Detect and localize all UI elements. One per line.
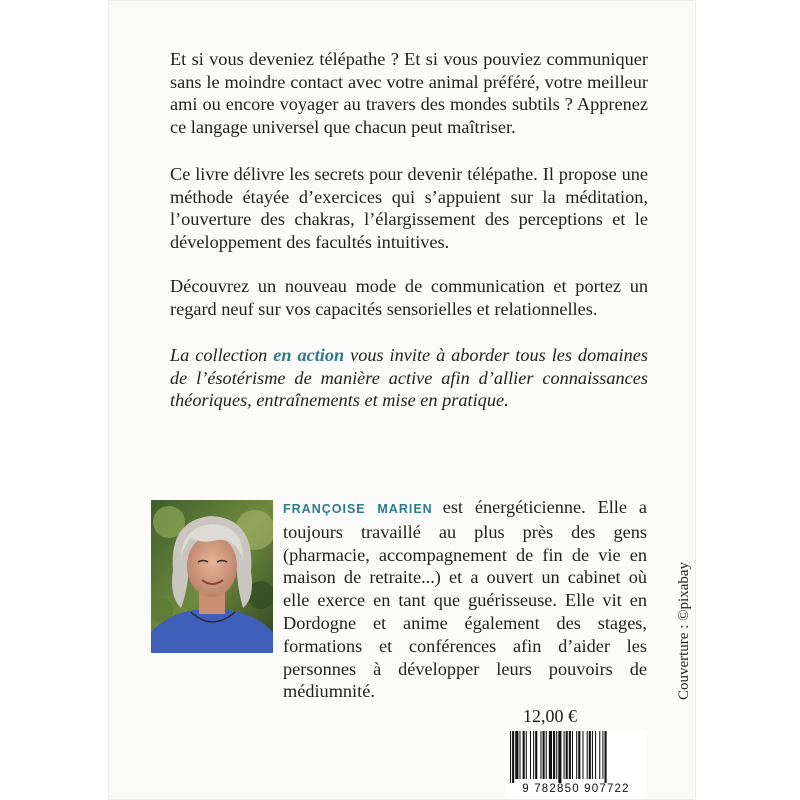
collection-name: en action: [273, 345, 345, 365]
blurb-paragraph-2: Ce livre délivre les secrets pour devenir télépathe. Il propose une méthode étayée d’exercices qui s’appuient sur la méditation, l’ouverture des chakras, l’élargissement des perceptions et le développement des facultés intuitives.: [170, 164, 648, 252]
collection-text-after: vous invite à aborder tous les domaines de l’ésotérisme de manière active afin d’allier connaissances théoriques, entraînements et mise en pratique.: [170, 345, 648, 411]
barcode-bar: [572, 731, 573, 779]
blurb-paragraph-3: Découvrez un nouveau mode de communication et portez un regard neuf sur vos capacités sensorielles et relationnelles.: [170, 276, 648, 319]
barcode-bar: [526, 731, 527, 779]
barcode-bar: [578, 731, 580, 779]
author-name: FRANÇOISE MARIEN: [283, 502, 433, 516]
barcode-bars: [506, 731, 646, 783]
author-bio: [283, 496, 647, 703]
barcode-bar: [512, 731, 514, 783]
author-photo: [151, 500, 273, 653]
barcode-bar: [587, 731, 588, 779]
barcode-bar: [566, 731, 568, 779]
author-bio-text: est énergéticienne. Elle a toujours travaillé au plus près des gens (pharmacie, accompagnement de fin de vie en maison de retraite...) et a ouvert un cabinet où elle exerce en tant que guérisseuse. Elle vit en Dordogne et anime également des stages, formations et conférences afin d’aider les personnes à développer leurs pouvoirs de médiumnité.: [283, 497, 647, 702]
collection-text-before: La collection: [170, 345, 274, 365]
isbn-number: 9 782850 907722: [522, 783, 630, 795]
collection-paragraph: [170, 344, 648, 412]
barcode-bar: [515, 731, 518, 779]
barcode-bar: [540, 731, 541, 779]
barcode-bar: [605, 731, 607, 783]
barcode-bar: [602, 731, 603, 779]
cover-credit: Couverture : ©pixabay: [676, 561, 692, 701]
barcode-bar: [564, 731, 565, 779]
barcode-bar: [549, 731, 552, 779]
barcode-bar: [546, 731, 547, 779]
barcode-bar: [592, 731, 593, 779]
barcode-bar: [558, 731, 561, 783]
barcode-bar: [523, 731, 525, 779]
barcode-bar: [510, 731, 511, 783]
barcode-bar: [543, 731, 545, 779]
barcode-bar: [589, 731, 591, 779]
barcode-bar: [519, 731, 520, 779]
barcode-bar: [582, 731, 583, 779]
barcode-bar: [530, 731, 531, 779]
blurb-paragraph-1: Et si vous deveniez télépathe ? Et si vous pouviez communiquer sans le moindre contact avec votre animal préféré, votre meilleur ami ou encore voyager au travers des mondes subtils ? Apprenez ce langage universel que chacun peut maîtriser.: [170, 49, 648, 137]
isbn-barcode: [506, 731, 646, 797]
price-label: 12,00 €: [523, 706, 577, 726]
barcode-bar: [595, 731, 596, 779]
barcode-bar: [556, 731, 557, 779]
barcode-bar: [535, 731, 537, 779]
barcode-bar: [576, 731, 577, 779]
barcode-bar: [533, 731, 534, 779]
barcode-bar: [569, 731, 571, 779]
barcode-bar: [599, 731, 600, 779]
barcode-bar: [553, 731, 555, 779]
